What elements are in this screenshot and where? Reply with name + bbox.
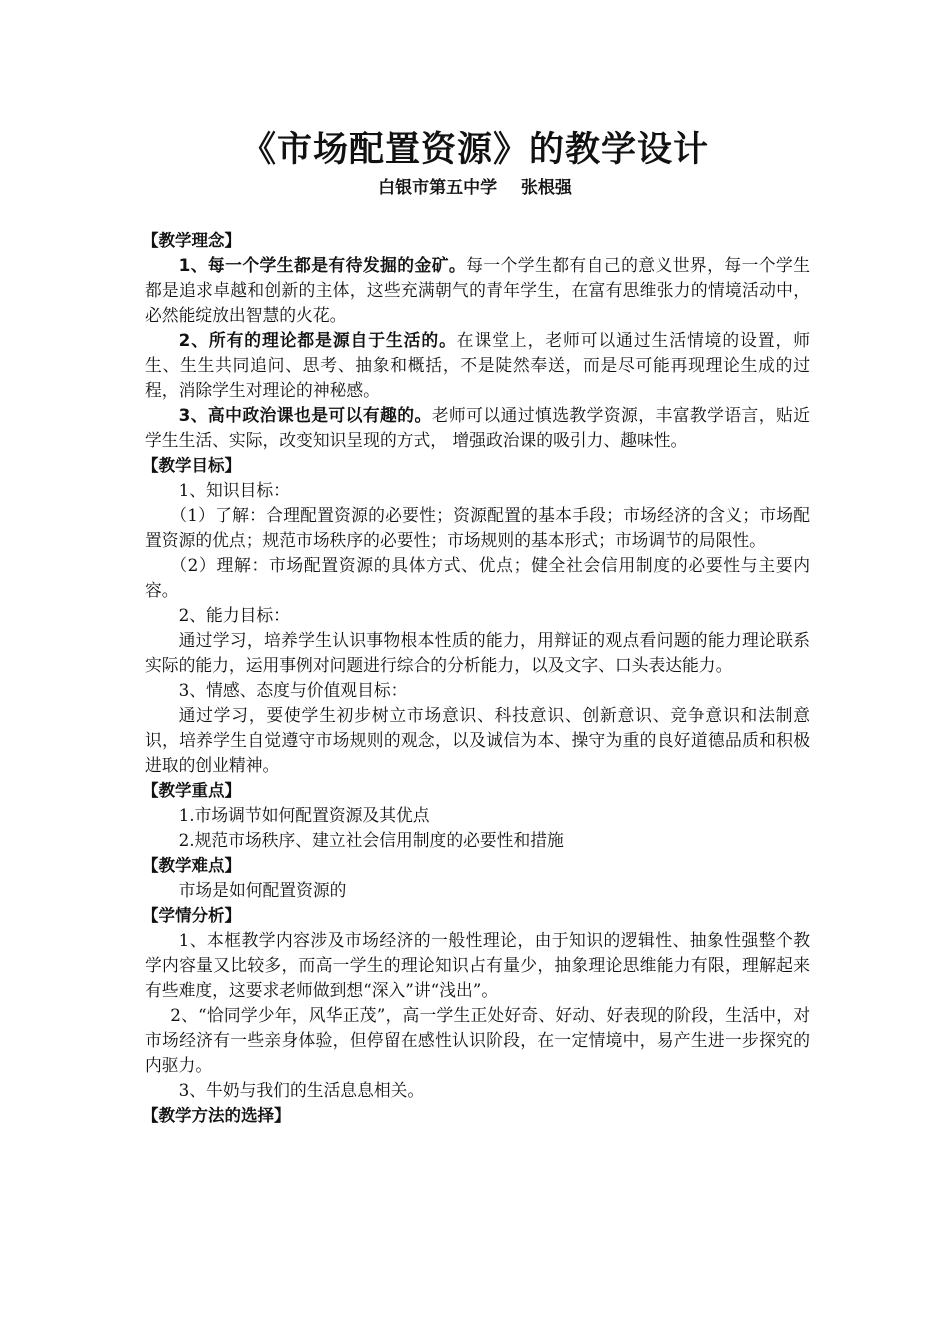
document-body <box>142 228 810 1128</box>
analysis-item-1: 1、本框教学内容涉及市场经济的一般性理论，由于知识的逻辑性、抽象性强整个教学内容量又比较多，而高一学生的理论知识占有量少，抽象理论思维能力有限，理解起来有些难度，这要求老师做到想“深入”讲“浅出”。 <box>145 930 810 1000</box>
idea-bold-3: 3、高中政治课也是可以有趣的。 <box>178 405 432 425</box>
key-point-2: 2.规范市场秩序、建立社会信用制度的必要性和措施 <box>178 830 564 850</box>
section-heading-difficulty: 【教学难点】 <box>142 856 241 875</box>
knowledge-goal-1: （1）了解：合理配置资源的必要性；资源配置的基本手段；市场经济的含义；市场配置资源的优点；规范市场秩序的必要性；市场规则的基本形式；市场调节的局限性。 <box>145 505 810 550</box>
emotion-goal-text: 通过学习，要使学生初步树立市场意识、科技意识、创新意识、竞争意识和法制意识，培养学生自觉遵守市场规则的观念，以及诚信为本、操守为重的良好道德品质和积极进取的创业精神。 <box>145 705 810 775</box>
emotion-goal-label: 3、情感、态度与价值观目标： <box>178 680 408 700</box>
idea-paragraph-2 <box>145 328 810 403</box>
idea-bold-2: 2、所有的理论都是源自于生活的。 <box>178 330 457 350</box>
idea-text-2: 在课堂上，老师可以通过生活情境的设置，师生、生生共同追问、思考、抽象和概括，不是陡然奉送，而是尽可能再现理论生成的过程，消除学生对理论的神秘感。 <box>145 330 810 400</box>
ability-goal-text: 通过学习，培养学生认识事物根本性质的能力，用辩证的观点看问题的能力理论联系实际的能力，运用事例对问题进行综合的分析能力，以及文字、口头表达能力。 <box>145 630 810 675</box>
idea-paragraph-1 <box>145 253 810 328</box>
section-heading-key-points: 【教学重点】 <box>142 781 241 800</box>
idea-text-3: 老师可以通过慎选教学资源，丰富教学语言，贴近学生生活、实际，改变知识呈现的方式， 增强政治课的吸引力、趣味性。 <box>145 405 810 450</box>
section-heading-analysis: 【学情分析】 <box>142 906 241 925</box>
idea-bold-1: 1、每一个学生都是有待发掘的金矿。 <box>178 255 467 275</box>
analysis-item-3: 3、牛奶与我们的生活息息相关。 <box>178 1080 425 1100</box>
idea-paragraph-3 <box>145 403 810 453</box>
analysis-item-2: 2、“恰同学少年，风华正茂”，高一学生正处好奇、好动、好表现的阶段，生活中，对市场经济有一些亲身体验，但停留在感性认识阶段，在一定情境中，易产生进一步探究的内驱力。 <box>145 1005 810 1075</box>
idea-text-1: 每一个学生都有自己的意义世界，每一个学生都是追求卓越和创新的主体，这些充满朝气的青年学生，在富有思维张力的情境活动中，必然能绽放出智慧的火花。 <box>145 255 810 325</box>
author-line: 白银市第五中学 张根强 <box>378 178 572 198</box>
knowledge-goal-2: （2）理解：市场配置资源的具体方式、优点；健全社会信用制度的必要性与主要内容。 <box>145 555 810 600</box>
difficulty-text: 市场是如何配置资源的 <box>178 880 347 900</box>
knowledge-goal-label: 1、知识目标： <box>178 480 290 500</box>
key-point-1: 1.市场调节如何配置资源及其优点 <box>178 805 430 825</box>
section-heading-idea: 【教学理念】 <box>142 231 241 250</box>
page-title: 《市场配置资源》的教学设计 <box>240 130 709 170</box>
ability-goal-label: 2、能力目标： <box>178 605 290 625</box>
section-heading-goals: 【教学目标】 <box>142 456 241 475</box>
section-heading-methods: 【教学方法的选择】 <box>142 1106 291 1125</box>
